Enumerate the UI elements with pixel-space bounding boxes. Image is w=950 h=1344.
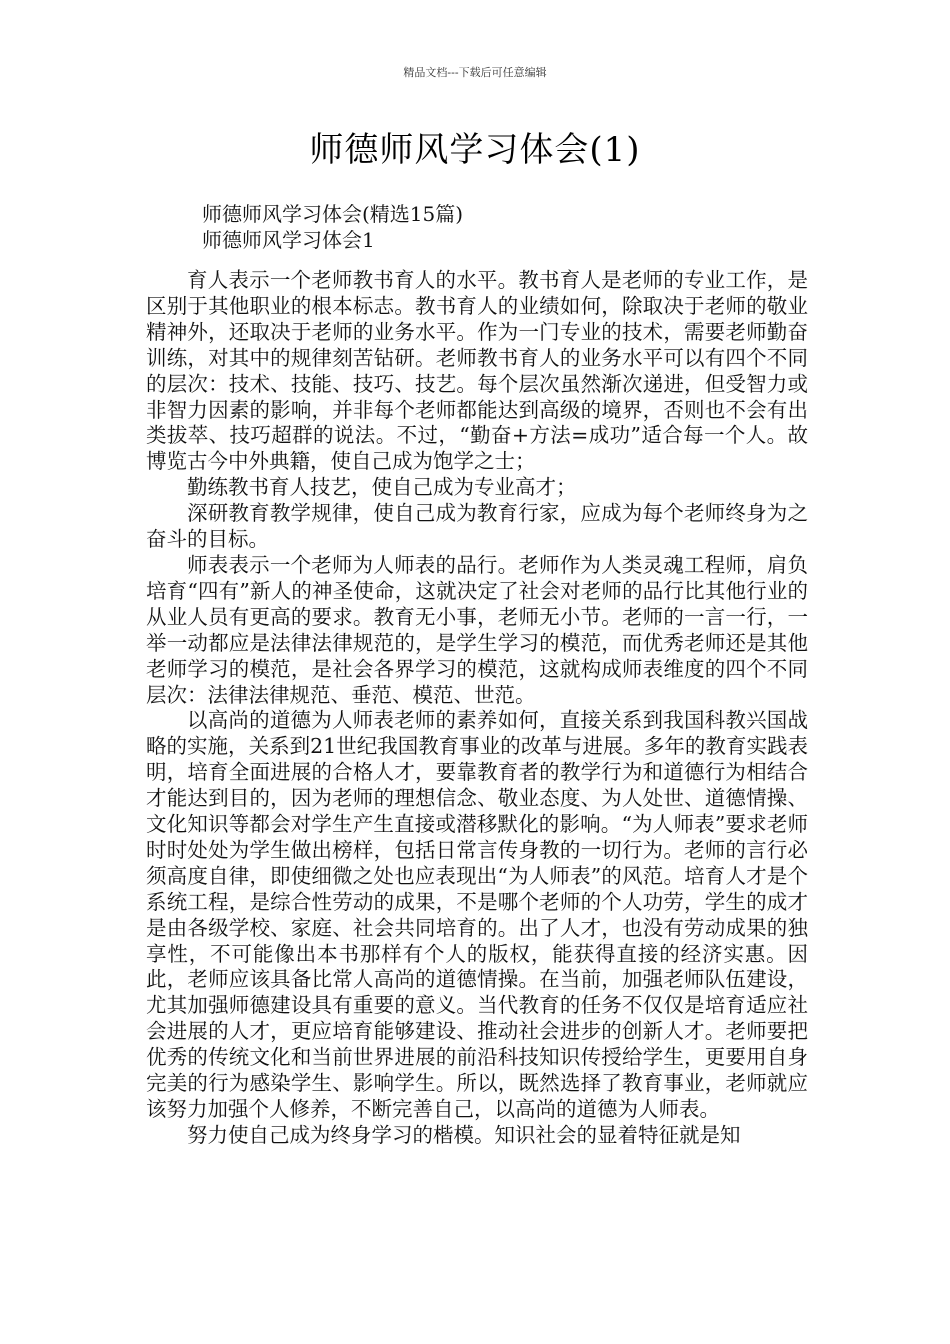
subtitle-article: 师德师风学习体会1 [202, 228, 375, 252]
paragraph: 以高尚的道德为人师表老师的素养如何，直接关系到我国科教兴国战略的实施，关系到21世纪我国教育事业的改革与进展。多年的教育实践表明，培育全面进展的合格人才，要靠教育者的教学行为和道德行为相结合才能达到目的，因为老师的理想信念、敬业态度、为人处世、道德情操、文化知识等都会对学生产生直接或潜移默化的影响。“为人师表”要求老师时时处处为学生做出榜样，包括日常言传身教的一切行为。老师的言行必须高度自律，即使细微之处也应表现出“为人师表”的风范。培育人才是个系统工程，是综合性劳动的成果，不是哪个老师的个人功劳，学生的成才是由各级学校、家庭、社会共同培育的。出了人才，也没有劳动成果的独享性，不可能像出本书那样有个人的版权，能获得直接的经济实惠。因此，老师应该具备比常人高尚的道德情操。在当前，加强老师队伍建设，尤其加强师德建设具有重要的意义。当代教育的任务不仅仅是培育适应社会进展的人才，更应培育能够建设、推动社会进步的创新人才。老师要把优秀的传统文化和当前世界进展的前沿科技知识传授给学生，更要用自身完美的行为感染学生、影响学生。所以，既然选择了教育事业，老师就应该努力加强个人修养，不断完善自己，以高尚的道德为人师表。 [146, 708, 808, 1121]
paragraph: 努力使自己成为终身学习的楷模。知识社会的显着特征就是知 [187, 1122, 741, 1147]
subtitle-collection: 师德师风学习体会(精选15篇) [202, 202, 464, 226]
paragraph: 勤练教书育人技艺，使自己成为专业高才； [187, 475, 577, 500]
paragraph: 深研教育教学规律，使自己成为教育行家，应成为每个老师终身为之奋斗的目标。 [146, 501, 808, 552]
page-header: 精品文档---下载后可任意编辑 [403, 66, 547, 79]
paragraph: 师表表示一个老师为人师表的品行。老师作为人类灵魂工程师，肩负培育“四有”新人的神圣使命，这就决定了社会对老师的品行比其他行业的从业人员有更高的要求。教育无小事，老师无小节。老师的一言一行，一举一动都应是法律法律规范的，是学生学习的模范，而优秀老师还是其他老师学习的模范，是社会各界学习的模范，这就构成师表维度的四个不同层次：法律法律规范、垂范、模范、世范。 [146, 552, 808, 707]
document-body [146, 268, 808, 1149]
paragraph: 育人表示一个老师教书育人的水平。教书育人是老师的专业工作，是区别于其他职业的根本标志。教书育人的业绩如何，除取决于老师的敬业精神外，还取决于老师的业务水平。作为一门专业的技术，需要老师勤奋训练，对其中的规律刻苦钻研。老师教书育人的业务水平可以有四个不同的层次：技术、技能、技巧、技艺。每个层次虽然渐次递进，但受智力或非智力因素的影响，并非每个老师都能达到高级的境界，否则也不会有出类拔萃、技巧超群的说法。不过，“勤奋+方法=成功”适合每一个人。故博览古今中外典籍，使自己成为饱学之士； [146, 268, 808, 474]
document-title: 师德师风学习体会(1) [309, 130, 641, 170]
